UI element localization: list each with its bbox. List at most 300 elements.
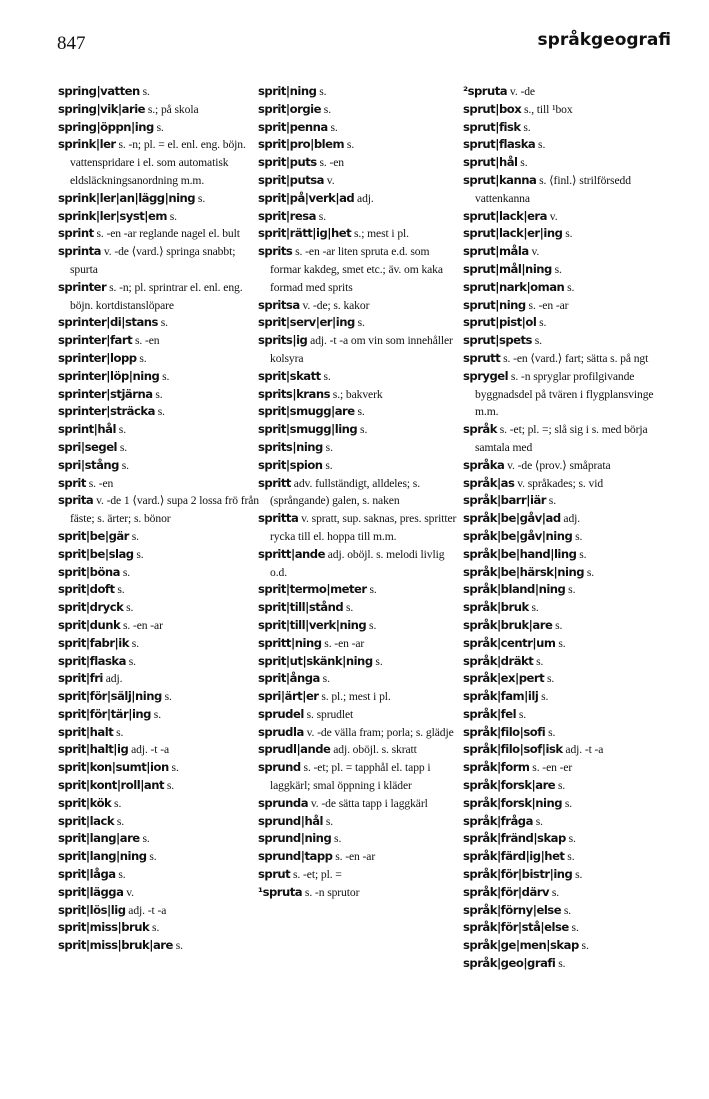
entry-headword: sprit|serv|er|ing: [258, 315, 355, 330]
entry-definition: s. ⟨finl.⟩ strilförsedd vattenkanna: [475, 173, 631, 205]
entry-headword: spring|öppn|ing: [58, 119, 154, 134]
entry-definition: s.: [161, 690, 172, 704]
entry-headword: sprut|box: [463, 101, 522, 116]
entry-definition: s.; mest i pl.: [351, 227, 409, 241]
entry-headword: sprit|rätt|ig|het: [258, 226, 352, 241]
entry-headword: språk|be|gåv|ning: [463, 528, 573, 543]
entry-definition: s.: [154, 405, 165, 419]
entry-definition: s.: [517, 156, 528, 170]
entry-definition: s. -en: [316, 156, 344, 170]
dictionary-entry: [463, 83, 668, 101]
entry-definition: s.: [536, 316, 547, 330]
entry-definition: s.: [568, 921, 579, 935]
entry-definition: s.: [111, 796, 122, 810]
entry-definition: s. -n; pl. = el. enl. eng. böjn. vattenspridare i el. som automatisk eldsläckningsanordning m.m.: [70, 138, 246, 187]
entry-headword: spri|segel: [58, 439, 118, 454]
entry-headword: sprit|termo|meter: [258, 582, 367, 597]
dictionary-entry: [58, 546, 263, 564]
dictionary-entry: [463, 297, 668, 315]
entry-definition: s. -en -ar liten spruta e.d. som formar kakdeg, smet etc.; äv. om kaka formad med sprits: [270, 245, 443, 294]
entry-headword: spritt|ande: [258, 546, 325, 561]
entry-definition: adj.: [354, 191, 374, 205]
entry-headword: språk|förny|else: [463, 902, 562, 917]
entry-headword: sprinter: [58, 279, 107, 294]
entry-headword: språk|centr|um: [463, 635, 556, 650]
dictionary-entry: [58, 439, 263, 457]
dictionary-entry: [463, 617, 668, 635]
entry-definition: s. -en -ar: [332, 850, 376, 864]
entry-headword: sprit|be|slag: [58, 546, 134, 561]
entry-headword: sprit|doft: [58, 582, 115, 597]
dictionary-entry: [463, 706, 668, 724]
dictionary-entry: [258, 866, 463, 884]
entry-headword: sprit|penna: [258, 119, 328, 134]
entry-headword: sprit|lang|are: [58, 831, 140, 846]
entry-definition: s.: [564, 280, 575, 294]
dictionary-entry: [463, 937, 668, 955]
entry-headword: sprut|pist|ol: [463, 315, 537, 330]
entry-definition: v. -de ⟨vard.⟩ springa snabbt; spurta: [70, 245, 236, 276]
dictionary-entry: [258, 314, 463, 332]
dictionary-entry: [463, 154, 668, 172]
dictionary-entry: [58, 813, 263, 831]
entry-definition: s.: [128, 636, 139, 650]
entry-definition: adj. oböjl. s. skratt: [330, 743, 417, 757]
entry-definition: s.: [520, 120, 531, 134]
entry-headword: spritt: [258, 475, 291, 490]
dictionary-entry: [58, 101, 263, 119]
entry-definition: s.: [123, 601, 134, 615]
entry-definition: adj. -t -a: [128, 743, 170, 757]
dictionary-entry: [463, 279, 668, 297]
entry-definition: v. -de: [507, 85, 535, 98]
entry-headword: sprit|fabr|ik: [58, 635, 129, 650]
entry-definition: s.: [120, 565, 131, 579]
entry-headword: sprit|till|verk|ning: [258, 617, 367, 632]
entry-definition: s.: [366, 583, 377, 597]
entry-definition: s.: [117, 440, 128, 454]
entry-definition: s.; bakverk: [329, 387, 383, 401]
entry-definition: s.: [128, 529, 139, 543]
entry-definition: v. spratt, sup. saknas, pres. spritter rycka till el. hoppa till m.m.: [270, 512, 457, 543]
entry-definition: s.: [172, 939, 183, 953]
dictionary-entry: [463, 225, 668, 243]
dictionary-entry: [58, 368, 263, 386]
dictionary-entry: [258, 386, 463, 404]
entry-definition: s.: [153, 120, 164, 134]
dictionary-entry: [463, 919, 668, 937]
entry-definition: s.: [578, 939, 589, 953]
entry-definition: s.: [139, 832, 150, 846]
dictionary-entry: [58, 670, 263, 688]
dictionary-entry: [258, 136, 463, 154]
entry-headword: sprygel: [463, 368, 509, 383]
entry-headword: språka: [463, 457, 505, 472]
dictionary-entry: [258, 172, 463, 190]
dictionary-entry: [58, 225, 263, 243]
entry-headword: sprinter|stjärna: [58, 386, 153, 401]
dictionary-entry: [463, 101, 668, 119]
entry-definition: s.: [150, 707, 161, 721]
entry-definition: s.; på skola: [145, 102, 199, 116]
entry-headword: sprit|dunk: [58, 617, 121, 632]
entry-headword: sprit|ning: [258, 84, 317, 98]
entry-definition: s.: [343, 601, 354, 615]
entry-definition: s.: [152, 387, 163, 401]
dictionary-entry: [463, 884, 668, 902]
entry-definition: s.: [565, 832, 576, 846]
entry-definition: s.: [561, 903, 572, 917]
entry-headword: språk|fränd|skap: [463, 831, 566, 846]
dictionary-entry: [463, 119, 668, 137]
entry-headword: sprit|smugg|ling: [258, 422, 358, 437]
entry-headword: sprinter|sträcka: [58, 404, 155, 419]
entry-headword: sprut|ning: [463, 297, 526, 312]
dictionary-entry: [258, 243, 463, 296]
dictionary-entry: [463, 136, 668, 154]
entry-definition: s.: [531, 334, 542, 348]
dictionary-entry: [463, 510, 668, 528]
entry-headword: sprit|kök: [58, 795, 112, 810]
entry-definition: adj.: [560, 512, 581, 526]
entry-definition: s. -en -ar reglande nagel el. bult: [93, 227, 240, 241]
entry-headword: sprit|resa: [258, 208, 316, 223]
entry-headword: sprund: [258, 760, 301, 775]
dictionary-entry: [258, 475, 463, 511]
entry-definition: s.: [354, 316, 365, 330]
entry-headword: sprit|putsa: [258, 172, 324, 187]
dictionary-entry: [58, 884, 263, 902]
dictionary-entry: [258, 403, 463, 421]
dictionary-entry: [258, 510, 463, 546]
dictionary-entry: [58, 243, 263, 279]
entry-definition: v. -de; s. kakor: [299, 298, 370, 312]
entry-headword: språk|färd|ig|het: [463, 849, 565, 864]
entry-definition: s.: [366, 618, 377, 632]
entry-headword: sprit|lack: [58, 813, 115, 828]
dictionary-entry: [258, 635, 463, 653]
entry-headword: sprit|ånga: [258, 671, 320, 686]
dictionary-entry: [58, 635, 263, 653]
dictionary-entry: [258, 599, 463, 617]
entry-definition: s.: [114, 583, 125, 597]
dictionary-entry: [258, 208, 463, 226]
entry-definition: v. -de 1 ⟨vard.⟩ supa 2 lossa frö från fäste; s. ärter; s. bönor: [70, 494, 259, 526]
entry-headword: språk|form: [463, 760, 530, 775]
entry-headword: språk|för|stå|else: [463, 920, 569, 935]
entry-headword: språk: [463, 422, 497, 437]
entry-headword: sprits|krans: [258, 386, 330, 401]
entry-headword: sprit|be|gär: [58, 528, 129, 543]
entry-headword: sprit|ut|skänk|ning: [258, 653, 373, 668]
dictionary-entry: [58, 581, 263, 599]
entry-definition: adj. -t -a: [125, 903, 167, 917]
entry-definition: v.: [528, 245, 540, 259]
entry-definition: s. -n; pl. sprintrar el. enl. eng. böjn. kortdistanslöpare: [70, 280, 243, 312]
entry-definition: s.: [321, 102, 332, 116]
entry-headword: sprit|miss|bruk|are: [58, 938, 173, 953]
dictionary-entry: [463, 795, 668, 813]
entry-definition: s. -n sprutor: [302, 885, 360, 899]
dictionary-entry: [258, 759, 463, 795]
entry-headword: språk|fråga: [463, 813, 533, 828]
entry-headword: sprudel: [258, 706, 304, 721]
dictionary-entry: [463, 172, 668, 208]
entry-headword: sprint|hål: [58, 422, 116, 437]
entry-definition: s.: [146, 850, 157, 864]
entry-definition: s. -n spryglar profilgivande byggnadsdel på tvären i flygplansvinge m.m.: [475, 369, 654, 419]
entry-headword: sprund|tapp: [258, 849, 333, 864]
dictionary-entry: [58, 475, 263, 493]
entry-headword: sprudl|ande: [258, 742, 331, 757]
entry-headword: sprink|ler|syst|em: [58, 208, 167, 223]
entry-headword: sprinter|di|stans: [58, 315, 158, 330]
entry-headword: språk|för|därv: [463, 884, 550, 899]
dictionary-entry: [258, 457, 463, 475]
entry-headword: sprut|måla: [463, 244, 529, 259]
dictionary-entry: [258, 813, 463, 831]
dictionary-entry: [463, 350, 668, 368]
entry-definition: s.: [516, 707, 527, 721]
entry-definition: s.: [535, 138, 546, 152]
dictionary-entry: [463, 421, 668, 457]
entry-headword: sprint: [58, 226, 94, 241]
dictionary-entry: [258, 297, 463, 315]
dictionary-entry: [58, 314, 263, 332]
entry-headword: ¹spruta: [258, 884, 303, 899]
entry-headword: sprund|ning: [258, 831, 332, 846]
entry-headword: sprit|puts: [258, 155, 317, 170]
entry-definition: s.: [562, 227, 573, 241]
entry-definition: s.: [565, 583, 576, 597]
dictionary-entry: [463, 955, 668, 973]
entry-headword: språk|forsk|ning: [463, 795, 563, 810]
dictionary-entry: [58, 403, 263, 421]
entry-headword: spritta: [258, 511, 299, 526]
entry-definition: s. -en -ar: [525, 298, 569, 312]
entry-definition: s. -en ⟨vard.⟩ fart; sätta s. på ngt: [500, 351, 649, 365]
entry-headword: spri|stång: [58, 457, 119, 472]
dictionary-column-2: [258, 83, 463, 902]
dictionary-entry: [258, 421, 463, 439]
dictionary-entry: [258, 617, 463, 635]
entry-headword: sprut|nark|oman: [463, 279, 565, 294]
dictionary-entry: [58, 617, 263, 635]
dictionary-entry: [463, 564, 668, 582]
entry-headword: sprinter|fart: [58, 333, 133, 348]
entry-definition: adv. fullständigt, alldeles; s. (språngande) galen, s. naken: [270, 476, 421, 508]
dictionary-entry: [463, 208, 668, 226]
dictionary-entry: [58, 688, 263, 706]
entry-definition: s.: [327, 120, 338, 134]
entry-headword: sprits|ig: [258, 333, 308, 348]
entry-headword: sprinter|löp|ning: [58, 368, 160, 383]
entry-headword: sprink|ler|an|lägg|ning: [58, 190, 196, 205]
dictionary-entry: [463, 653, 668, 671]
entry-definition: s.: [546, 494, 557, 508]
dictionary-entry: [258, 101, 463, 119]
dictionary-entry: [258, 706, 463, 724]
entry-headword: språk|bruk: [463, 600, 529, 615]
dictionary-entry: [58, 457, 263, 475]
entry-definition: s.: [322, 440, 333, 454]
entry-definition: s.: [572, 529, 583, 543]
entry-headword: språk|be|hand|ling: [463, 546, 577, 561]
entry-definition: v.: [546, 209, 558, 223]
dictionary-entry: [463, 314, 668, 332]
dictionary-entry: [58, 564, 263, 582]
dictionary-entry: [463, 528, 668, 546]
dictionary-entry: [463, 492, 668, 510]
entry-definition: s.: [538, 690, 549, 704]
entry-definition: s.: [533, 654, 544, 668]
entry-headword: sprut|flaska: [463, 137, 536, 152]
entry-headword: sprinta: [58, 244, 102, 259]
entry-definition: s.: [354, 405, 365, 419]
dictionary-entry: [463, 813, 668, 831]
dictionary-entry: [258, 688, 463, 706]
entry-definition: v. -de sätta tapp i laggkärl: [308, 796, 428, 810]
entry-definition: adj. -t -a om vin som innehåller kolsyra: [270, 334, 453, 365]
dictionary-column-3: [463, 83, 668, 973]
entry-definition: s.: [549, 885, 560, 899]
entry-headword: språk|för|bistr|ing: [463, 867, 573, 882]
entry-definition: s.: [572, 868, 583, 882]
entry-headword: språk|filo|sof|isk: [463, 742, 563, 757]
entry-definition: s. -et; pl. =; slå sig i s. med börja samtala med: [475, 423, 648, 454]
entry-definition: s.: [545, 725, 556, 739]
entry-headword: ²spruta: [463, 84, 508, 98]
dictionary-entry: [58, 741, 263, 759]
entry-definition: s.: [115, 423, 126, 437]
entry-definition: s.: [195, 191, 206, 205]
entry-definition: adj.: [102, 672, 123, 686]
dictionary-entry: [258, 581, 463, 599]
entry-definition: s.: [319, 672, 330, 686]
entry-headword: spri|ärt|er: [258, 689, 319, 704]
entry-headword: sprink|ler: [58, 137, 116, 152]
entry-headword: sprut|hål: [463, 155, 518, 170]
dictionary-entry: [58, 937, 263, 955]
entry-headword: sprund|hål: [258, 813, 324, 828]
dictionary-entry: [258, 154, 463, 172]
entry-headword: sprut|lack|era: [463, 208, 547, 223]
entry-definition: s.: [555, 957, 566, 971]
entry-headword: språk|bland|ning: [463, 582, 566, 597]
entry-definition: s.: [320, 369, 331, 383]
entry-headword: sprit|smugg|are: [258, 404, 355, 419]
entry-headword: språk|be|gåv|ad: [463, 511, 561, 526]
entry-definition: s.: [139, 85, 150, 98]
entry-definition: v. -de ⟨prov.⟩ småprata: [504, 458, 611, 472]
entry-headword: sprit|för|tär|ing: [58, 706, 151, 721]
dictionary-entry: [58, 919, 263, 937]
entry-definition: s. pl.; mest i pl.: [318, 690, 391, 704]
dictionary-entry: [58, 332, 263, 350]
entry-definition: v.: [123, 885, 134, 899]
dictionary-entry: [58, 777, 263, 795]
dictionary-entry: [58, 83, 263, 101]
dictionary-entry: [463, 741, 668, 759]
entry-headword: sprit|miss|bruk: [58, 920, 150, 935]
entry-headword: sprutt: [463, 350, 501, 365]
dictionary-entry: [258, 439, 463, 457]
dictionary-entry: [463, 581, 668, 599]
entry-definition: s.: [133, 547, 144, 561]
dictionary-entry: [58, 119, 263, 137]
entry-headword: sprudla: [258, 724, 304, 739]
dictionary-entry: [58, 528, 263, 546]
dictionary-entry: [258, 670, 463, 688]
entry-headword: sprunda: [258, 795, 309, 810]
entry-definition: s.: [564, 850, 575, 864]
dictionary-entry: [463, 759, 668, 777]
entry-headword: sprit|fri: [58, 671, 103, 686]
entry-headword: sprut|kanna: [463, 172, 537, 187]
dictionary-entry: [58, 386, 263, 404]
dictionary-entry: [258, 830, 463, 848]
dictionary-entry: [463, 902, 668, 920]
entry-definition: s.: [166, 209, 177, 223]
dictionary-entry: [258, 119, 463, 137]
dictionary-entry: [58, 136, 263, 189]
entry-definition: s.: [331, 832, 342, 846]
dictionary-entry: [463, 848, 668, 866]
entry-definition: s.: [136, 351, 147, 365]
entry-definition: v. språkades; s. vid: [514, 476, 604, 490]
entry-definition: s.: [157, 316, 168, 330]
entry-headword: sprut|fisk: [463, 119, 521, 134]
entry-headword: sprit|kon|sumt|ion: [58, 760, 169, 775]
dictionary-entry: [258, 190, 463, 208]
entry-definition: s.: [322, 458, 333, 472]
entry-headword: sprit|böna: [58, 564, 121, 579]
entry-definition: s.: [555, 636, 566, 650]
entry-headword: spritt|ning: [258, 635, 322, 650]
dictionary-entry: [463, 599, 668, 617]
entry-definition: s.: [551, 262, 562, 276]
dictionary-entry: [258, 795, 463, 813]
dictionary-entry: [463, 332, 668, 350]
dictionary-entry: [58, 208, 263, 226]
entry-headword: sprit|lang|ning: [58, 849, 147, 864]
entry-definition: s.: [113, 725, 124, 739]
entry-headword: språk|filo|sofi: [463, 724, 546, 739]
entry-headword: språk|geo|grafi: [463, 956, 556, 971]
entry-definition: s. -et; pl. = tapphål el. tapp i laggkärl; smal öppning i kläder: [270, 761, 431, 793]
dictionary-entry: [58, 759, 263, 777]
entry-headword: spring|vatten: [58, 84, 140, 98]
entry-headword: sprit|för|sälj|ning: [58, 689, 162, 704]
entry-headword: sprit|lägga: [58, 884, 124, 899]
dictionary-entry: [58, 724, 263, 742]
entry-headword: sprit|spion: [258, 457, 323, 472]
entry-headword: sprit|lös|lig: [58, 902, 126, 917]
entry-definition: v. -de välla fram; porla; s. glädje: [303, 725, 454, 739]
entry-definition: s.: [372, 654, 383, 668]
dictionary-entry: [58, 350, 263, 368]
dictionary-entry: [58, 848, 263, 866]
entry-definition: s.: [125, 654, 136, 668]
entry-headword: språk|barr|iär: [463, 493, 546, 508]
entry-headword: sprit|skatt: [258, 368, 321, 383]
entry-definition: s. -en: [132, 334, 160, 348]
dictionary-entry: [58, 795, 263, 813]
entry-definition: s.: [544, 672, 555, 686]
entry-headword: sprit|låga: [58, 867, 116, 882]
entry-definition: adj. oböjl. s. melodi livlig o.d.: [270, 547, 445, 579]
entry-headword: sprit|kont|roll|ant: [58, 778, 165, 793]
